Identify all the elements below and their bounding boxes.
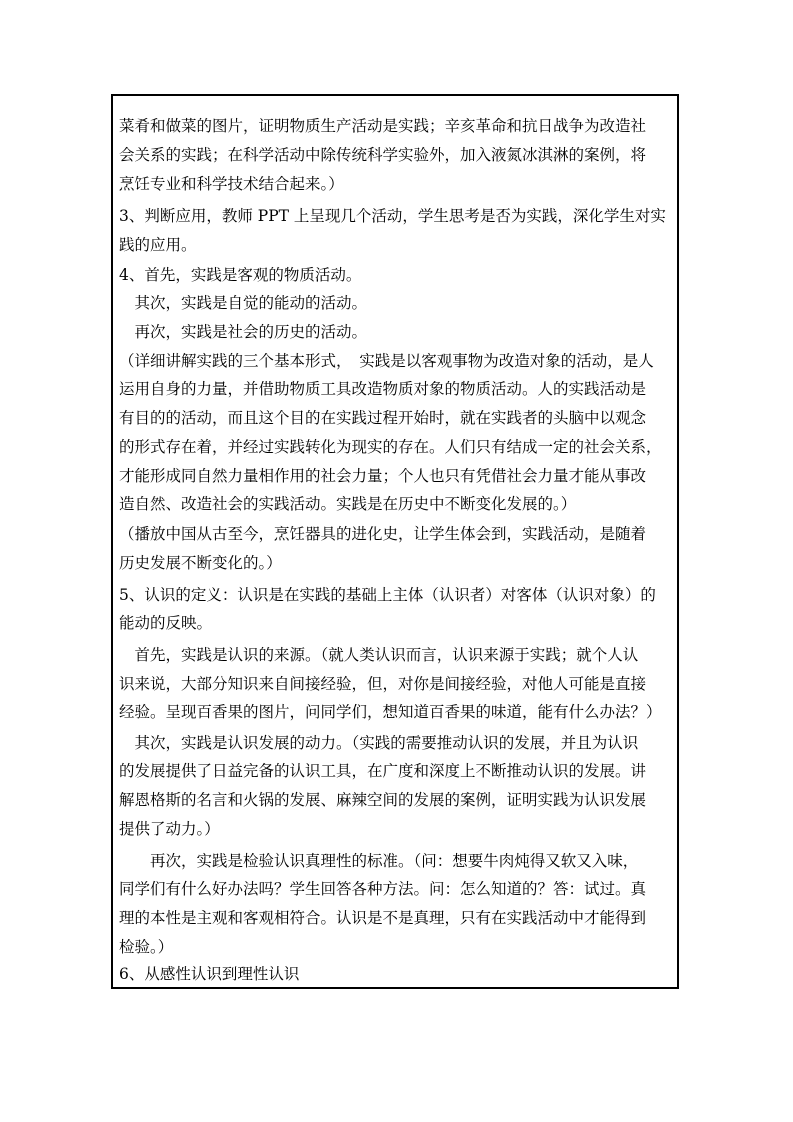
text-line: 菜肴和做菜的图片，证明物质生产活动是实践；辛亥革命和抗日战争为改造社 (119, 117, 647, 135)
text-line: 3、判断应用，教师 PPT 上呈现几个活动，学生思考是否为实践，深化学生对实 (119, 207, 666, 225)
text-line: 其次，实践是认识发展的动力。（实践的需要推动认识的发展，并且为认识 (119, 734, 639, 752)
text-line: 能动的反映。 (119, 614, 213, 632)
text-line: 经验。呈现百香果的图片，问同学们，想知道百香果的味道，能有什么办法？） (119, 703, 662, 721)
text-line: 造自然、改造社会的实践活动。实践是在历史中不断变化发展的。） (119, 495, 577, 513)
text-line: 有目的的活动，而且这个目的在实践过程开始时，就在实践者的头脑中以观念 (119, 409, 647, 427)
text-line: 才能形成同自然力量相作用的社会力量；个人也只有凭借社会力量才能从事改 (119, 467, 647, 485)
text-line: 烹饪专业和科学技术结合起来。） (119, 175, 344, 193)
text-line: 再次，实践是检验认识真理性的标准。（问：想要牛肉炖得又软又入味， (119, 852, 639, 870)
text-line: 检验。） (119, 938, 174, 956)
text-line: 解恩格斯的名言和火锅的发展、麻辣空间的发展的案例，证明实践为认识发展 (119, 791, 647, 809)
text-line: （播放中国从古至今，烹饪器具的进化史，让学生体会到，实践活动，是随着 (119, 525, 647, 543)
text-line: 同学们有什么好办法吗？学生回答各种方法。问：怎么知道的？答：试过。真 (119, 880, 647, 898)
text-line: 的发展提供了日益完备的认识工具，在广度和深度上不断推动认识的发展。讲 (119, 762, 647, 780)
text-line: 再次，实践是社会的历史的活动。 (119, 323, 368, 341)
text-line: 识来说，大部分知识来自间接经验，但，对你是间接经验，对他人可能是直接 (119, 675, 647, 693)
text-line: 践的应用。 (119, 236, 197, 254)
text-line: 理的本性是主观和客观相符合。认识是不是真理，只有在实践活动中才能得到 (119, 909, 647, 927)
content-table-cell (111, 94, 679, 989)
text-line: 其次，实践是自觉的能动的活动。 (119, 294, 368, 312)
text-line: 4、首先，实践是客观的物质活动。 (119, 266, 362, 284)
text-line: 提供了动力。） (119, 820, 220, 838)
text-line: 首先，实践是认识的来源。（就人类认识而言，认识来源于实践；就个人认 (119, 646, 639, 664)
text-line: 5、认识的定义：认识是在实践的基础上主体（认识者）对客体（认识对象）的 (119, 586, 656, 604)
text-line: 6、从感性认识到理性认识 (119, 965, 300, 983)
text-line: 会关系的实践；在科学活动中除传统科学实验外，加入液氮冰淇淋的案例，将 (119, 146, 647, 164)
text-line: 历史发展不断变化的。） (119, 554, 282, 572)
text-line: 的形式存在着，并经过实践转化为现实的存在。人们只有结成一定的社会关系， (119, 438, 662, 456)
text-line: （详细讲解实践的三个基本形式， 实践是以客观事物为改造对象的活动，是人 (119, 352, 654, 370)
text-line: 运用自身的力量，并借助物质工具改造物质对象的物质活动。人的实践活动是 (119, 380, 647, 398)
